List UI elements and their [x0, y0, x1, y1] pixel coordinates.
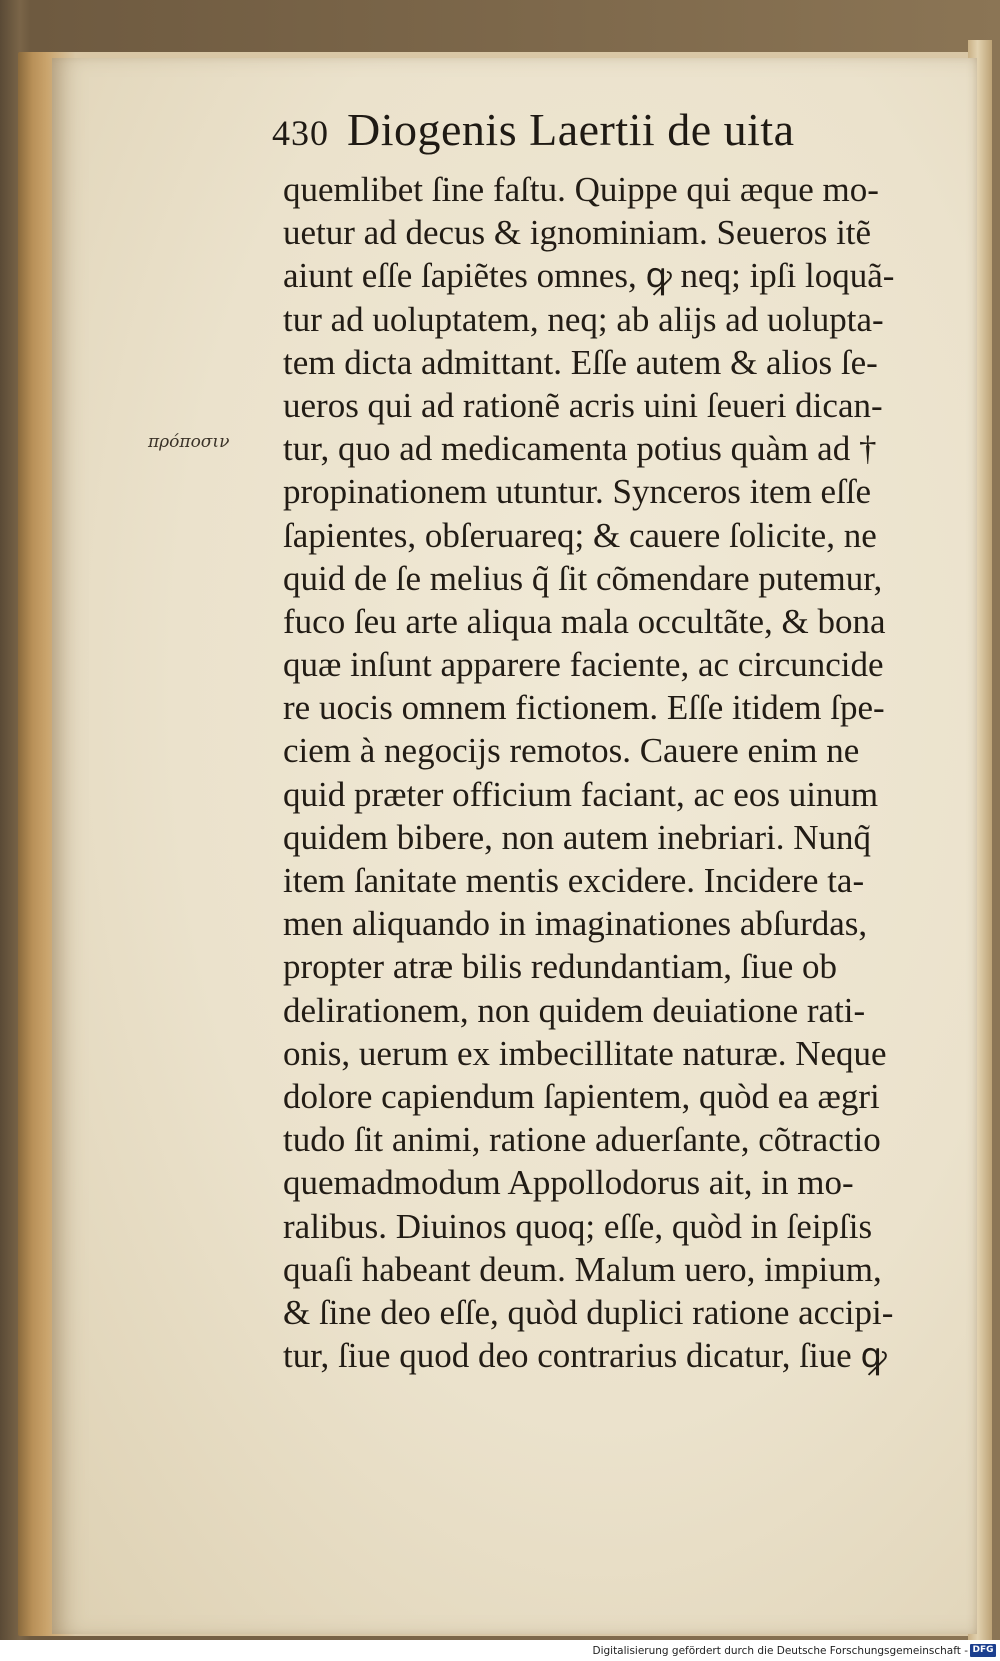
text-line: onis, uerum ex imbecillitate naturæ. Neque [283, 1033, 887, 1073]
text-line: quæ inſunt apparere faciente, ac circuncide [283, 645, 884, 685]
text-line: tur, quo ad medicamenta potius quàm ad † [283, 429, 877, 469]
footer-credit: Digitalisierung gefördert durch die Deutsche Forschungsgemeinschaft - [592, 1645, 968, 1657]
running-title: Diogenis Laertii de uita [347, 104, 795, 155]
text-line: re uocis omnem fictionem. Eſſe itidem ſpe- [283, 688, 885, 728]
text-line: quid præter officium faciant, ac eos uinum [283, 774, 879, 814]
text-line: quemlibet ſine faſtu. Quippe qui æque mo- [283, 170, 879, 209]
text-line: quidem bibere, non autem inebriari. Nunq̃ [283, 817, 872, 857]
body-text [283, 168, 943, 1377]
text-line: fuco ſeu arte aliqua mala occultãte, & bona [283, 601, 886, 641]
text-line: quemadmodum Appollodorus ait, in mo- [283, 1163, 854, 1203]
text-line: propter atræ bilis redundantiam, ſiue ob [283, 947, 838, 987]
text-line: & ſine deo eſſe, quòd duplici ratione accipi- [283, 1292, 894, 1332]
text-line: tem dicta admittant. Eſſe autem & alios ſe- [283, 342, 878, 382]
text-line: ciem à negocijs remotos. Cauere enim ne [283, 731, 860, 771]
text-line: tur, ſiue quod deo contrarius dicatur, ſiue ꝙ [283, 1336, 887, 1376]
marginal-note: πρόποσιν [148, 432, 230, 452]
text-line: men aliquando in imaginationes abſurdas, [283, 904, 868, 944]
text-line: ſapientes, obſeruareq; & cauere ſolicite, ne [283, 515, 877, 555]
text-line: ueros qui ad rationẽ acris uini ſeueri dican- [283, 385, 883, 425]
dfg-logo: DFG [970, 1644, 996, 1657]
text-line: quaſi habeant deum. Malum uero, impium, [283, 1249, 882, 1289]
text-line: item ſanitate mentis excidere. Incidere ta- [283, 861, 865, 900]
text-line: propinationem utuntur. Synceros item eſſe [283, 472, 872, 512]
text-line: aiunt eſſe ſapiẽtes omnes, ꝙ neq; ipſi loquã- [283, 256, 895, 296]
text-line: uetur ad decus & ignominiam. Seueros itẽ [283, 213, 872, 253]
text-line: quid de ſe melius q̃ ſit cõmendare putemur, [283, 558, 883, 598]
page-header [272, 103, 795, 156]
page-number: 430 [272, 113, 329, 153]
text-line: tudo ſit animi, ratione aduerſante, cõtractio [283, 1120, 881, 1160]
text-line: delirationem, non quidem deuiatione rati- [283, 990, 866, 1030]
text-line: tur ad uoluptatem, neq; ab alijs ad uolupta- [283, 299, 884, 339]
text-line: ralibus. Diuinos quoq; eſſe, quòd in ſeipſis [283, 1206, 873, 1246]
text-line: dolore capiendum ſapientem, quòd ea ægri [283, 1076, 880, 1116]
